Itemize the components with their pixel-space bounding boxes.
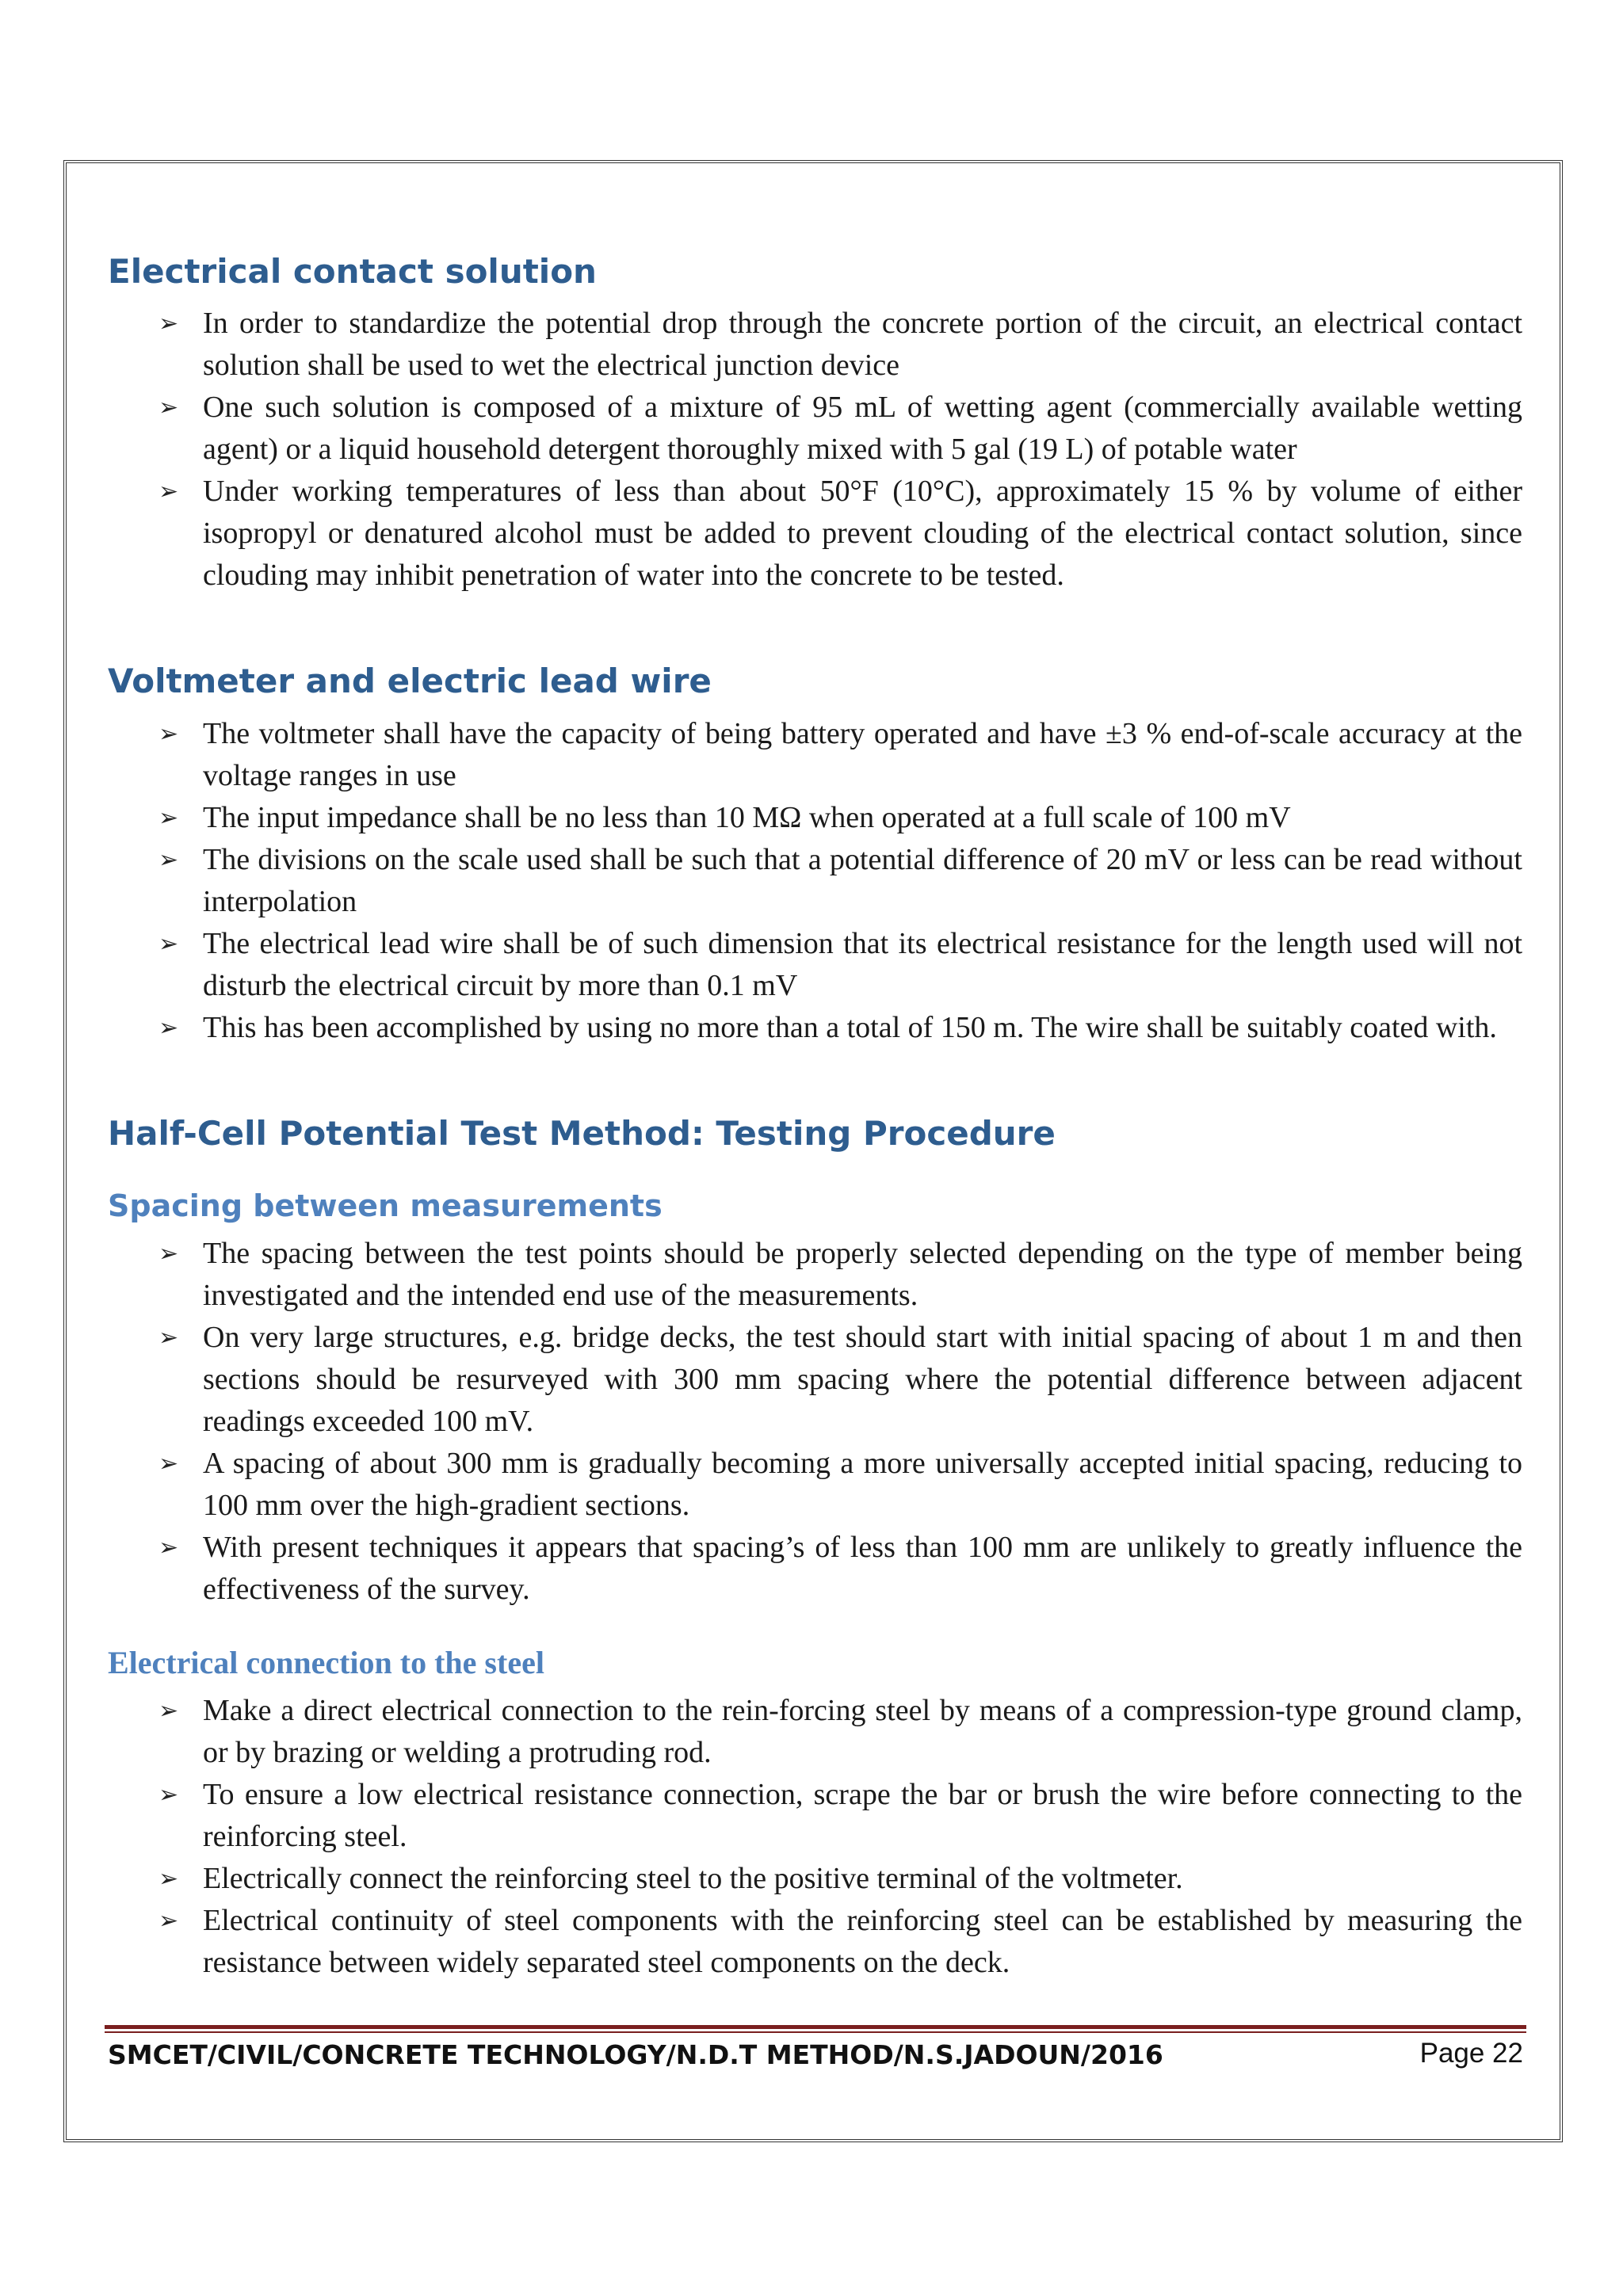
list-item-text: To ensure a low electrical resistance connection, scrape the bar or brush the wire before connecting to the reinforcing steel. <box>203 1777 1522 1853</box>
list-item-text: Under working temperatures of less than about 50°F (10°C), approximately 15 % by volume of either isopropyl or denatured alcohol must be added to prevent clouding of the electrical contact solution, since clouding may inhibit penetration of water into the concrete to be tested. <box>203 475 1522 593</box>
voltmeter-list <box>108 713 1522 1049</box>
contact-solution-list <box>108 303 1522 597</box>
list-item-text: Make a direct electrical connection to the rein-forcing steel by means of a compression-type ground clamp, or by brazing or welding a protruding rod. <box>203 1693 1522 1769</box>
list-item-text: One such solution is composed of a mixture of 95 mL of wetting agent (commercially available wetting agent) or a liquid household detergent thoroughly mixed with 5 gal (19 L) of potable water <box>203 391 1522 467</box>
list-item <box>108 1774 1522 1858</box>
arrow-bullet-icon: ➢ <box>158 310 179 338</box>
list-item <box>108 1233 1522 1317</box>
page-number: Page 22 <box>1419 2038 1523 2069</box>
list-item <box>108 1900 1522 1984</box>
list-item <box>108 1858 1522 1900</box>
subheading-electrical-connection: Electrical connection to the steel <box>108 1644 544 1680</box>
list-item-text: The spacing between the test points should be properly selected depending on the type of member being investigated and the intended end use of the measurements. <box>203 1236 1522 1312</box>
arrow-bullet-icon: ➢ <box>158 1323 179 1352</box>
list-item-text: A spacing of about 300 mm is gradually becoming a more universally accepted initial spacing, reducing to 100 mm over the high-gradient sections. <box>203 1446 1522 1522</box>
spacing-list <box>108 1233 1522 1611</box>
section-heading-testing-procedure: Half-Cell Potential Test Method: Testing Procedure <box>108 1113 1056 1153</box>
page-content <box>108 252 1522 1984</box>
list-item <box>108 1690 1522 1774</box>
list-item-text: Electrically connect the reinforcing steel to the positive terminal of the voltmeter. <box>203 1861 1183 1895</box>
list-item-text: Electrical continuity of steel components with the reinforcing steel can be established by measuring the resistance between widely separated steel components on the deck. <box>203 1903 1522 1979</box>
list-item <box>108 471 1522 597</box>
list-item-text: The input impedance shall be no less than 10 MΩ when operated at a full scale of 100 mV <box>203 800 1291 834</box>
arrow-bullet-icon: ➢ <box>158 1864 179 1893</box>
list-item-text: The voltmeter shall have the capacity of being battery operated and have ±3 % end-of-scale accuracy at the voltage ranges in use <box>203 716 1522 792</box>
list-item-text: This has been accomplished by using no more than a total of 150 m. The wire shall be suitably coated with. <box>203 1010 1497 1044</box>
arrow-bullet-icon: ➢ <box>158 929 179 958</box>
list-item-text: With present techniques it appears that spacing’s of less than 100 mm are unlikely to greatly influence the effectiveness of the survey. <box>203 1530 1522 1606</box>
arrow-bullet-icon: ➢ <box>158 1780 179 1809</box>
list-item-text: On very large structures, e.g. bridge decks, the test should start with initial spacing of about 1 m and then sections should be resurveyed with 300 mm spacing where the potential difference between adjacent readings exceeded 100 mV. <box>203 1320 1522 1438</box>
list-item <box>108 1007 1522 1049</box>
footer-document-id: SMCET/CIVIL/CONCRETE TECHNOLOGY/N.D.T METHOD/N.S.JADOUN/2016 <box>108 2039 1163 2070</box>
arrow-bullet-icon: ➢ <box>158 1013 179 1042</box>
list-item-text: The divisions on the scale used shall be such that a potential difference of 20 mV or less can be read without interpolation <box>203 842 1522 918</box>
list-item <box>108 839 1522 923</box>
arrow-bullet-icon: ➢ <box>158 1533 179 1562</box>
list-item-text: In order to standardize the potential drop through the concrete portion of the circuit, an electrical contact solution shall be used to wet the electrical junction device <box>203 307 1522 383</box>
footer-divider <box>105 2025 1526 2033</box>
arrow-bullet-icon: ➢ <box>158 394 179 422</box>
subheading-spacing: Spacing between measurements <box>108 1188 663 1224</box>
section-heading-contact-solution: Electrical contact solution <box>108 252 597 291</box>
list-item <box>108 923 1522 1007</box>
arrow-bullet-icon: ➢ <box>158 845 179 874</box>
arrow-bullet-icon: ➢ <box>158 1696 179 1725</box>
arrow-bullet-icon: ➢ <box>158 719 179 748</box>
list-item <box>108 1317 1522 1443</box>
arrow-bullet-icon: ➢ <box>158 1906 179 1935</box>
list-item <box>108 797 1522 839</box>
connection-list <box>108 1690 1522 1984</box>
section-heading-voltmeter: Voltmeter and electric lead wire <box>108 662 712 701</box>
arrow-bullet-icon: ➢ <box>158 478 179 506</box>
arrow-bullet-icon: ➢ <box>158 1239 179 1268</box>
arrow-bullet-icon: ➢ <box>158 1449 179 1478</box>
list-item <box>108 387 1522 471</box>
list-item <box>108 713 1522 797</box>
list-item-text: The electrical lead wire shall be of such dimension that its electrical resistance for the length used will not disturb the electrical circuit by more than 0.1 mV <box>203 926 1522 1002</box>
arrow-bullet-icon: ➢ <box>158 803 179 832</box>
list-item <box>108 1527 1522 1611</box>
list-item <box>108 1443 1522 1527</box>
list-item <box>108 303 1522 387</box>
